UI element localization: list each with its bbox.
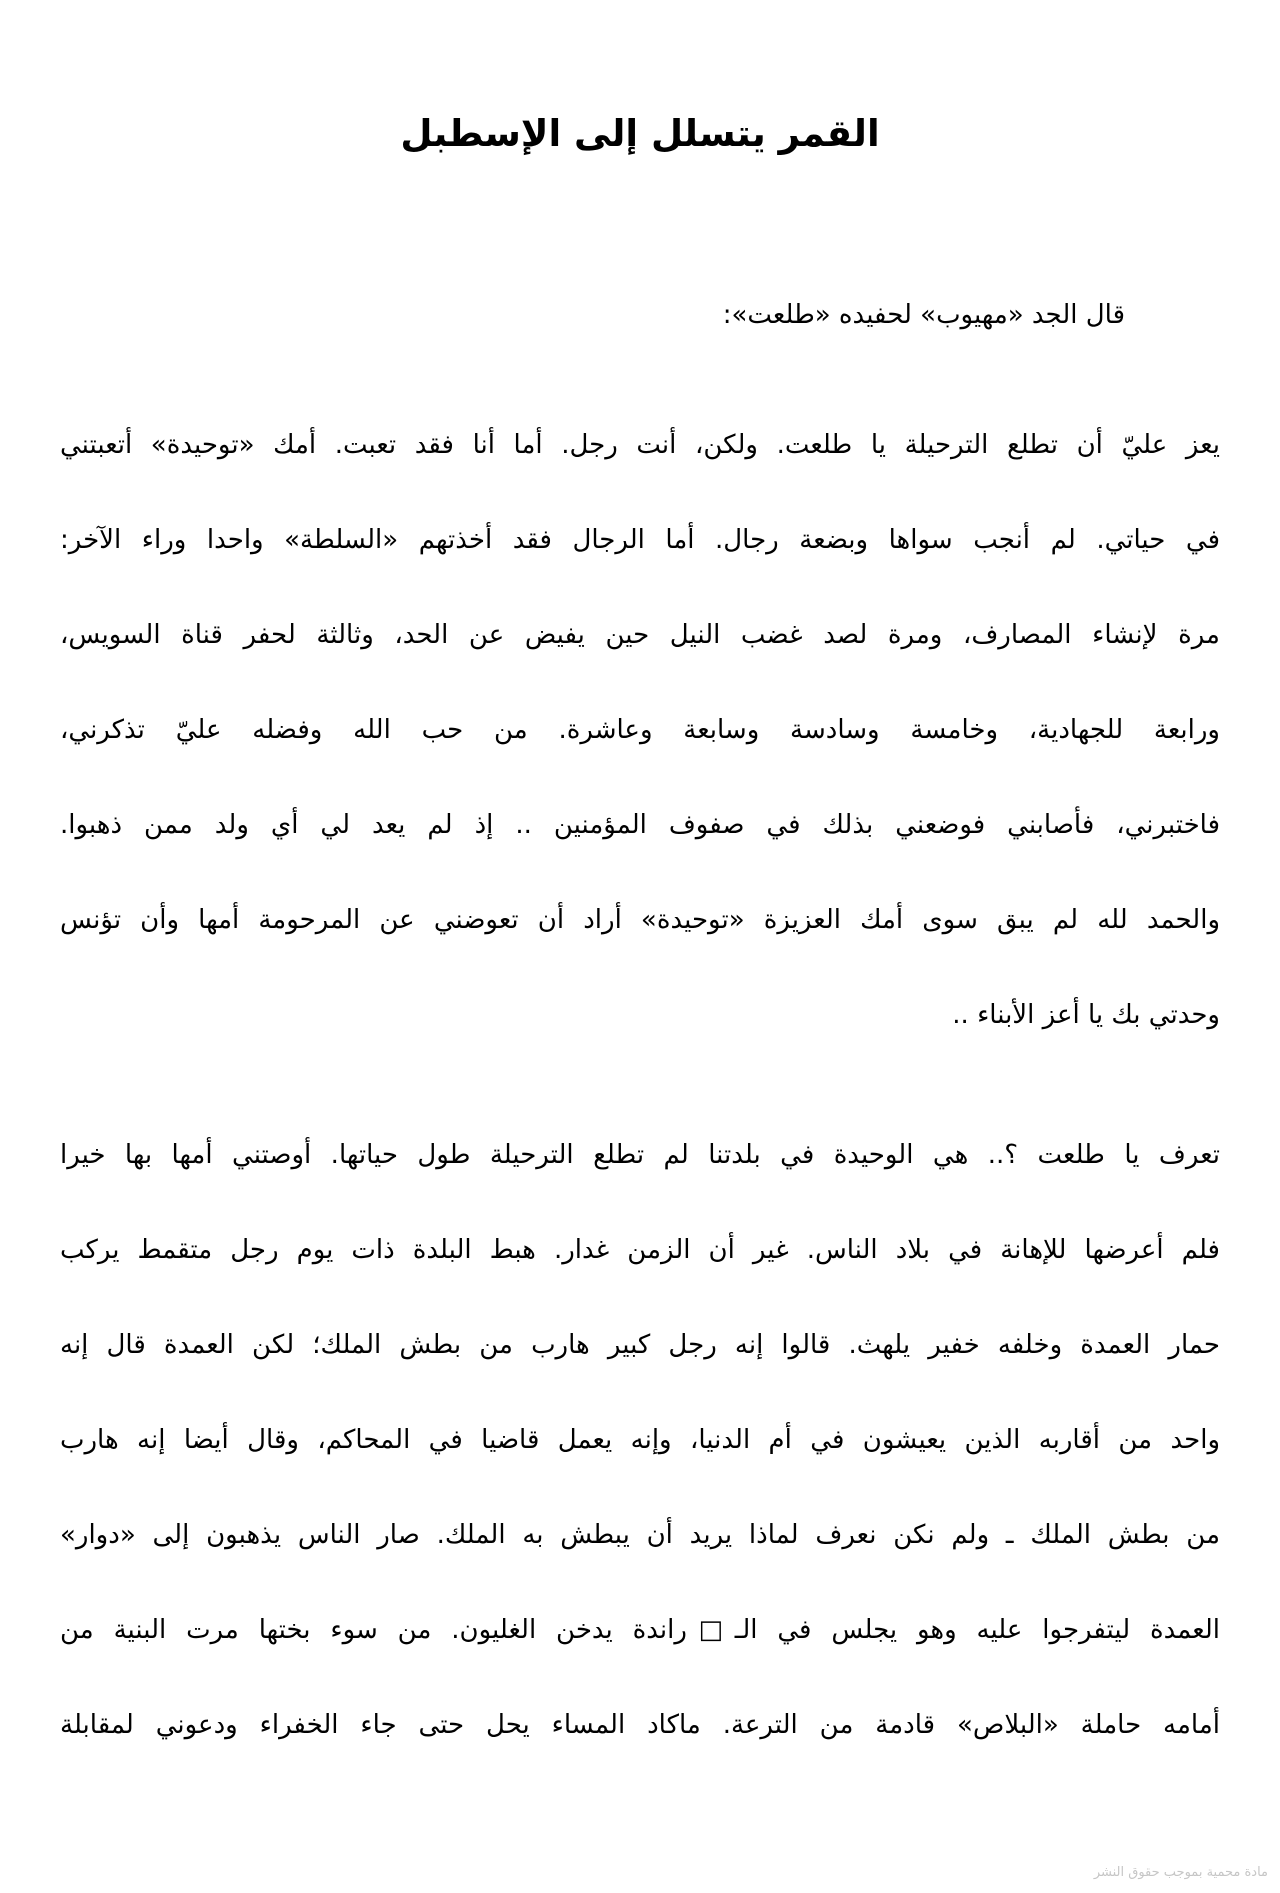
text-line: واحد من أقاربه الذين يعيشون في أم الدنيا، وإنه يعمل قاضيا في المحاكم، وقال أيضا إنه هارب (60, 1425, 1220, 1455)
text-line: ورابعة للجهادية، وخامسة وسادسة وسابعة وعاشرة. من حب الله وفضله عليّ تذكرني، (60, 715, 1220, 745)
text-line: فلم أعرضها للإهانة في بلاد الناس. غير أن الزمن غدار. هبط البلدة ذات يوم رجل متقمط يركب (60, 1235, 1220, 1265)
text-line: يعز عليّ أن تطلع الترحيلة يا طلعت. ولكن، أنت رجل. أما أنا فقد تعبت. أمك «توحيدة» أتعبتني (60, 430, 1220, 460)
paragraph-1 (60, 398, 1220, 1063)
text-line: العمدة ليتفرجوا عليه وهو يجلس في الـ□راندة يدخن الغليون. من سوء بختها مرت البنية من (60, 1615, 1220, 1645)
text-line: من بطش الملك ـ ولم نكن نعرف لماذا يريد أن يبطش به الملك. صار الناس يذهبون إلى «دوار» (60, 1520, 1220, 1550)
intro-line: قال الجد «مهيوب» لحفيده «طلعت»: (722, 300, 1125, 330)
text-line: فاختبرني، فأصابني فوضعني بذلك في صفوف المؤمنين .. إذ لم يعد لي أي ولد ممن ذهبوا. (60, 810, 1220, 840)
paragraph-2 (60, 1108, 1220, 1773)
text-line: تعرف يا طلعت ؟.. هي الوحيدة في بلدتنا لم تطلع الترحيلة طول حياتها. أوصتني أمها بها خيرا (60, 1140, 1220, 1170)
text-line: مرة لإنشاء المصارف، ومرة لصد غضب النيل حين يفيض عن الحد، وثالثة لحفر قناة السويس، (60, 620, 1220, 650)
text-line: حمار العمدة وخلفه خفير يلهث. قالوا إنه رجل كبير هارب من بطش الملك؛ لكن العمدة قال إنه (60, 1330, 1220, 1360)
page-title: القمر يتسلل إلى الإسطبل (400, 112, 880, 155)
text-line: في حياتي. لم أنجب سواها وبضعة رجال. أما الرجال فقد أخذتهم «السلطة» واحدا وراء الآخر: (60, 525, 1220, 555)
text-line: والحمد لله لم يبق سوى أمك العزيزة «توحيدة» أراد أن تعوضني عن المرحومة أمها وأن تؤنس (60, 905, 1220, 935)
text-line: أمامه حاملة «البلاص» قادمة من الترعة. ماكاد المساء يحل حتى جاء الخفراء ودعوني لمقابلة (60, 1710, 1220, 1740)
text-line: وحدتي بك يا أعز الأبناء .. (952, 1000, 1220, 1030)
copyright-watermark: مادة محمية بموجب حقوق النشر (1093, 1865, 1268, 1880)
